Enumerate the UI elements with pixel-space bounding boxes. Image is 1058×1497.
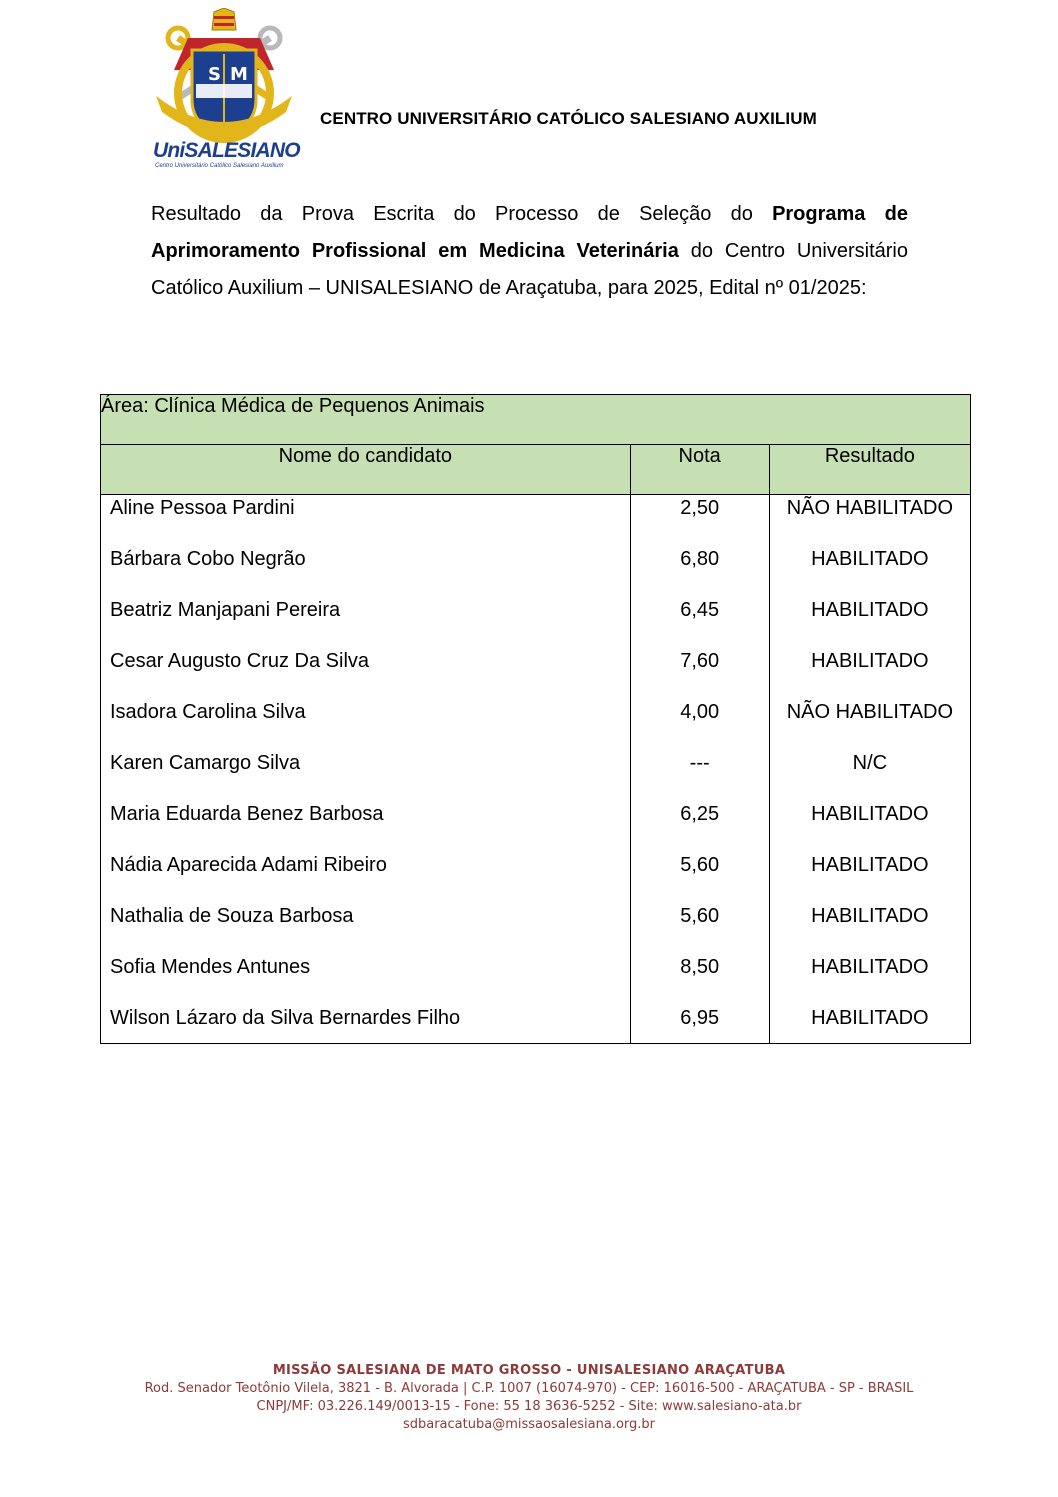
candidate-score: 6,45 [630,597,769,648]
candidate-score: --- [630,750,769,801]
table-row [101,1005,971,1044]
footer-email: sdbaracatuba@missaosalesiana.org.br [402,1417,656,1432]
candidate-result: N/C [769,750,970,801]
candidate-score: 6,80 [630,546,769,597]
candidate-score: 2,50 [630,495,769,547]
intro-text-2: do Centro Universitário Católico Auxilium – UNISALESIANO de Araçatuba, para 2025, Edital nº 01/2025: [151,240,909,299]
candidate-name: Aline Pessoa Pardini [101,495,631,547]
candidate-name: Wilson Lázaro da Silva Bernardes Filho [101,1005,631,1044]
candidate-result: HABILITADO [769,801,970,852]
candidate-name: Nádia Aparecida Adami Ribeiro [101,852,631,903]
candidate-result: HABILITADO [769,546,970,597]
table-row [101,597,971,648]
candidate-name: Maria Eduarda Benez Barbosa [101,801,631,852]
candidate-name: Nathalia de Souza Barbosa [101,903,631,954]
header-result: Resultado [769,445,970,495]
header-nota: Nota [630,445,769,495]
svg-text:S: S [208,64,221,85]
intro-text-1: Resultado da Prova Escrita do Processo de Seleção do [151,203,773,225]
coat-of-arms-icon [150,8,298,143]
area-row [101,395,971,445]
table-row [101,852,971,903]
candidate-score: 5,60 [630,852,769,903]
table-row [101,954,971,1005]
candidate-score: 4,00 [630,699,769,750]
table-row [101,903,971,954]
candidate-result: NÃO HABILITADO [769,495,970,547]
brand-name: UniSALESIANO [153,139,300,162]
svg-text:M: M [230,64,248,85]
candidate-result: HABILITADO [769,954,970,1005]
table-header-row [101,445,971,495]
candidate-result: NÃO HABILITADO [769,699,970,750]
candidate-result: HABILITADO [769,903,970,954]
candidate-name: Sofia Mendes Antunes [101,954,631,1005]
intro-program-name: Programa de Aprimoramento Profissional em Medicina Veterinária [151,203,908,262]
table-row [101,546,971,597]
table-row [101,750,971,801]
footer-address: Rod. Senador Teotônio Vilela, 3821 - B. Alvorada | C.P. 1007 (16074-970) - CEP: 16016-500 - ARAÇATUBA - SP - BRASIL [144,1381,914,1396]
candidate-name: Karen Camargo Silva [101,750,631,801]
candidate-score: 6,25 [630,801,769,852]
table-body [101,495,971,1044]
table-row [101,648,971,699]
institution-title: CENTRO UNIVERSITÁRIO CATÓLICO SALESIANO AUXILIUM [320,109,817,128]
candidate-name: Cesar Augusto Cruz Da Silva [101,648,631,699]
candidate-result: HABILITADO [769,597,970,648]
results-table [100,394,971,1044]
candidate-result: HABILITADO [769,1005,970,1044]
table-row [101,801,971,852]
footer-mission: MISSÃO SALESIANA DE MATO GROSSO - UNISALESIANO ARAÇATUBA [272,1363,786,1378]
candidate-result: HABILITADO [769,648,970,699]
brand-subtitle: Centro Universitário Católico Salesiano Auxilium [155,163,284,169]
candidate-score: 7,60 [630,648,769,699]
candidate-name: Bárbara Cobo Negrão [101,546,631,597]
candidate-score: 8,50 [630,954,769,1005]
footer-contact: CNPJ/MF: 03.226.149/0013-15 - Fone: 55 18 3636-5252 - Site: www.salesiano-ata.br [256,1399,802,1414]
area-label: Área: Clínica Médica de Pequenos Animais [101,395,971,445]
header-name: Nome do candidato [101,445,631,495]
candidate-name: Beatriz Manjapani Pereira [101,597,631,648]
table-row [101,495,971,547]
table-row [101,699,971,750]
candidate-result: HABILITADO [769,852,970,903]
candidate-score: 5,60 [630,903,769,954]
intro-paragraph [151,196,908,307]
candidate-name: Isadora Carolina Silva [101,699,631,750]
candidate-score: 6,95 [630,1005,769,1044]
